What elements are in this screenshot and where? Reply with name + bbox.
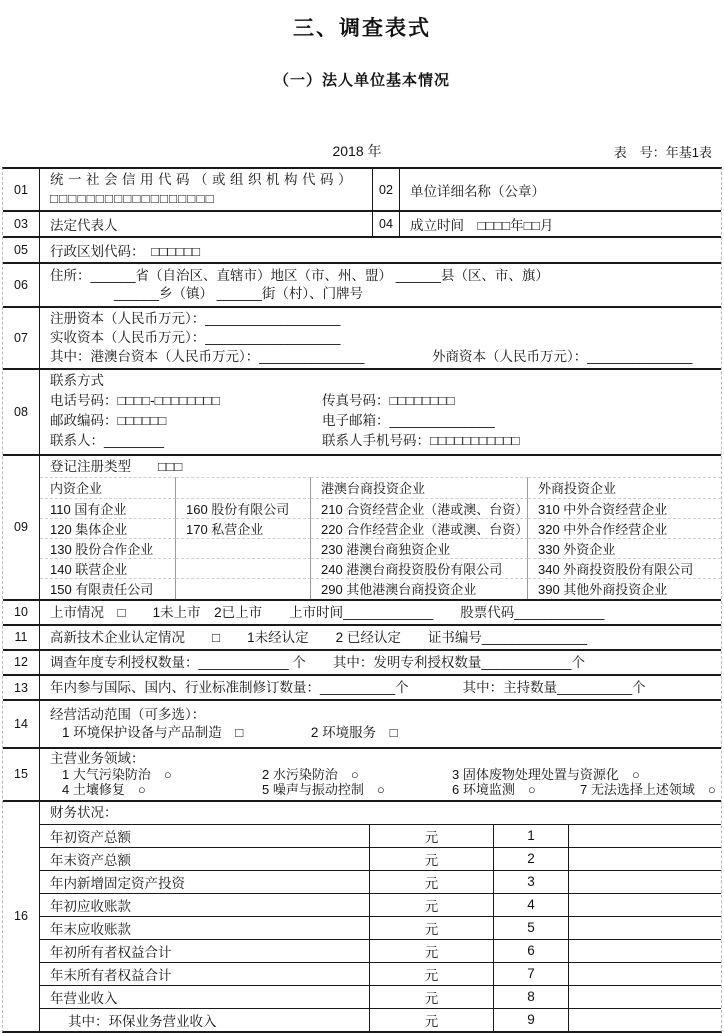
reg-type-option	[176, 578, 311, 598]
financial-item-code: 3	[494, 871, 569, 893]
reg-type-option: 330 外资企业	[528, 538, 721, 558]
financial-item-label: 年初资产总额	[40, 825, 370, 847]
financial-row	[40, 916, 721, 939]
financial-item-code: 4	[494, 894, 569, 916]
address-line-2: ______乡（镇） ______街（村）、门牌号	[114, 286, 364, 302]
financial-item-unit: 元	[370, 940, 494, 962]
row-number-09: 09	[3, 456, 40, 599]
reg-type-col-header: 港澳台商投资企业	[311, 477, 528, 497]
main-business-option: 4 土壤修复 ○	[62, 782, 146, 798]
main-business-option: 1 大气污染防治 ○	[62, 767, 172, 783]
financial-item-code: 5	[494, 917, 569, 939]
main-business-option: 2 水污染防治 ○	[262, 767, 359, 783]
reg-type-option: 130 股份合作企业	[40, 538, 176, 558]
row-number-15: 15	[3, 749, 40, 800]
row-number-11: 11	[3, 626, 40, 649]
financial-item-label: 年末所有者权益合计	[40, 963, 370, 985]
credit-code-label: 统一社会信用代码（或组织机构代码）	[50, 172, 356, 187]
paid-in-capital-field: 实收资本（人民币万元）：__________________	[50, 329, 341, 345]
financial-item-label: 其中：环保业务营业收入	[40, 1009, 370, 1031]
contact-info-title: 联系方式	[50, 373, 104, 389]
row-legal-rep-and-founding	[3, 210, 721, 236]
row-registration-type	[3, 454, 721, 599]
financial-item-value	[569, 986, 721, 1008]
financial-item-label: 年初所有者权益合计	[40, 940, 370, 962]
financial-item-value	[569, 894, 721, 916]
row-address	[3, 262, 721, 306]
row-number-14: 14	[3, 701, 40, 747]
financial-item-code: 7	[494, 963, 569, 985]
financial-status-title: 财务状况：	[50, 804, 118, 820]
financial-item-code: 6	[494, 940, 569, 962]
financial-item-label: 年末应收账款	[40, 917, 370, 939]
financial-item-unit: 元	[370, 917, 494, 939]
row-financial-status	[3, 800, 721, 1031]
row-number-10: 10	[3, 601, 40, 624]
row-capital	[3, 306, 721, 368]
registration-type-grid	[40, 477, 721, 598]
reg-type-option: 230 港澳台商独资企业	[311, 538, 528, 558]
financial-item-unit: 元	[370, 1009, 494, 1031]
reg-type-option	[176, 558, 311, 578]
row-contact-info	[3, 368, 721, 453]
financial-item-value	[569, 848, 721, 870]
hmt-capital-field: 其中：港澳台资本（人民币万元）：______________	[50, 348, 365, 364]
row-listing-status	[3, 599, 721, 624]
row-number-05: 05	[3, 238, 40, 262]
hightech-certification-field: 高新技术企业认定情况 □ 1未经认定 2 已经认定 证书编号______________	[50, 629, 588, 645]
reg-type-option: 140 联营企业	[40, 558, 176, 578]
financial-row	[40, 893, 721, 916]
row-number-12: 12	[3, 651, 40, 674]
financial-item-value	[569, 917, 721, 939]
founding-date-field: 成立时间 □□□□年□□月	[410, 218, 554, 234]
reg-type-option: 210 合资经营企业（港或澳、台资）	[311, 498, 528, 518]
fax-number-field: 传真号码：□□□□□□□□	[322, 392, 455, 408]
business-scope-title: 经营活动范围（可多选）：	[50, 706, 206, 722]
reg-type-option: 160 股份有限公司	[176, 498, 311, 518]
main-business-option: 7 无法选择上述领域 ○	[580, 782, 716, 798]
financial-item-label: 年末资产总额	[40, 848, 370, 870]
foreign-capital-field: 外商资本（人民币万元）：______________	[432, 348, 693, 364]
business-scope-options: 1 环境保护设备与产品制造 □ 2 环境服务 □	[62, 725, 398, 741]
reg-type-option: 220 合作经营企业（港或澳、台资）	[311, 518, 528, 538]
financial-item-value	[569, 825, 721, 847]
row-number-16: 16	[3, 802, 40, 1031]
row-business-scope	[3, 699, 721, 747]
table-caption	[2, 141, 712, 163]
main-business-option: 6 环境监测 ○	[452, 782, 536, 798]
financial-row	[40, 939, 721, 962]
form-number-label: 表 号：年基1表	[613, 145, 712, 160]
reg-type-option: 150 有限责任公司	[40, 578, 176, 598]
financial-item-code: 2	[494, 848, 569, 870]
row-number-03: 03	[3, 212, 40, 236]
financial-item-value	[569, 963, 721, 985]
row-patent-count	[3, 649, 721, 674]
financial-row	[40, 847, 721, 870]
row-number-04: 04	[372, 212, 400, 236]
row-main-business-field	[3, 747, 721, 800]
reg-type-option: 340 外商投资股份有限公司	[528, 558, 721, 578]
registered-capital-field: 注册资本（人民币万元）：__________________	[50, 311, 341, 327]
reg-type-col-header: 内资企业	[40, 477, 176, 497]
reg-type-option: 120 集体企业	[40, 518, 176, 538]
financial-item-code: 1	[494, 825, 569, 847]
financial-item-unit: 元	[370, 871, 494, 893]
financial-item-value	[569, 940, 721, 962]
row-hightech-certification	[3, 624, 721, 649]
financial-item-code: 9	[494, 1009, 569, 1031]
survey-form-page	[0, 12, 724, 1029]
financial-item-value	[569, 871, 721, 893]
row-number-08: 08	[3, 370, 40, 453]
address-line-1: 住所：______省（自治区、直辖市）地区（市、州、盟） ______县（区、市、旗）	[50, 267, 549, 283]
reg-type-option	[176, 538, 311, 558]
financial-item-unit: 元	[370, 825, 494, 847]
main-business-option: 3 固体废物处理处置与资源化 ○	[452, 767, 640, 783]
registration-type-title: 登记注册类型 □□□	[50, 458, 183, 474]
email-field: 电子邮箱：______________	[322, 413, 495, 428]
financial-item-code: 8	[494, 986, 569, 1008]
financial-item-unit: 元	[370, 894, 494, 916]
unit-name-label: 单位详细名称（公章）	[410, 183, 545, 199]
financial-item-unit: 元	[370, 986, 494, 1008]
financial-row	[40, 962, 721, 985]
row-number-02: 02	[372, 169, 400, 210]
row-admin-division-code	[3, 236, 721, 262]
reg-type-option: 320 中外合作经营企业	[528, 518, 721, 538]
financial-item-label: 年内新增固定资产投资	[40, 871, 370, 893]
contact-person-field: 联系人：________	[50, 433, 165, 449]
credit-code-boxes: □□□□□□□□□□□□□□□□□□	[50, 190, 215, 206]
financial-item-unit: 元	[370, 963, 494, 985]
listing-status-field: 上市情况 □ 1未上市 2已上市 上市时间____________ 股票代码____________	[50, 604, 605, 620]
row-standards-count	[3, 674, 721, 699]
reg-type-option: 240 港澳台商投资股份有限公司	[311, 558, 528, 578]
main-business-title: 主营业务领域：	[50, 751, 145, 767]
patent-count-field: 调查年度专利授权数量：____________ 个 其中：发明专利授权数量____________个	[50, 654, 585, 670]
legal-representative-label: 法定代表人	[50, 218, 118, 234]
phone-number-field: 电话号码：□□□□-□□□□□□□□	[50, 392, 220, 408]
financial-row	[40, 1008, 721, 1031]
financial-row	[40, 985, 721, 1008]
row-number-07: 07	[3, 308, 40, 368]
row-credit-code-and-name	[3, 169, 721, 210]
reg-type-option: 390 其他外商投资企业	[528, 578, 721, 598]
mobile-number-field: 联系人手机号码：□□□□□□□□□□□	[322, 433, 520, 449]
row-number-13: 13	[3, 676, 40, 699]
financial-row	[40, 870, 721, 893]
survey-form-table	[2, 167, 722, 1033]
reg-type-option: 110 国有企业	[40, 498, 176, 518]
row-number-06: 06	[3, 264, 40, 306]
reg-type-col-header: 外商投资企业	[528, 477, 721, 497]
financial-item-unit: 元	[370, 848, 494, 870]
row-number-01: 01	[3, 169, 40, 210]
reg-type-col-header	[176, 477, 311, 497]
financial-item-label: 年营业收入	[40, 986, 370, 1008]
year-label: 2018 年	[332, 143, 382, 159]
reg-type-option: 290 其他港澳台商投资企业	[311, 578, 528, 598]
reg-type-option: 310 中外合资经营企业	[528, 498, 721, 518]
financial-row	[40, 824, 721, 847]
financial-item-label: 年初应收账款	[40, 894, 370, 916]
financial-item-value	[569, 1009, 721, 1031]
main-business-option: 5 噪声与振动控制 ○	[262, 782, 385, 798]
section-title: （一）法人单位基本情况	[273, 72, 450, 89]
page-title: 三、调查表式	[293, 17, 431, 40]
reg-type-option: 170 私营企业	[176, 518, 311, 538]
standards-count-field: 年内参与国际、国内、行业标准制修订数量：__________个 其中：主持数量__________个	[50, 679, 646, 695]
admin-division-code-field: 行政区划代码： □□□□□□	[50, 244, 201, 260]
postal-code-field: 邮政编码：□□□□□□	[50, 413, 167, 428]
